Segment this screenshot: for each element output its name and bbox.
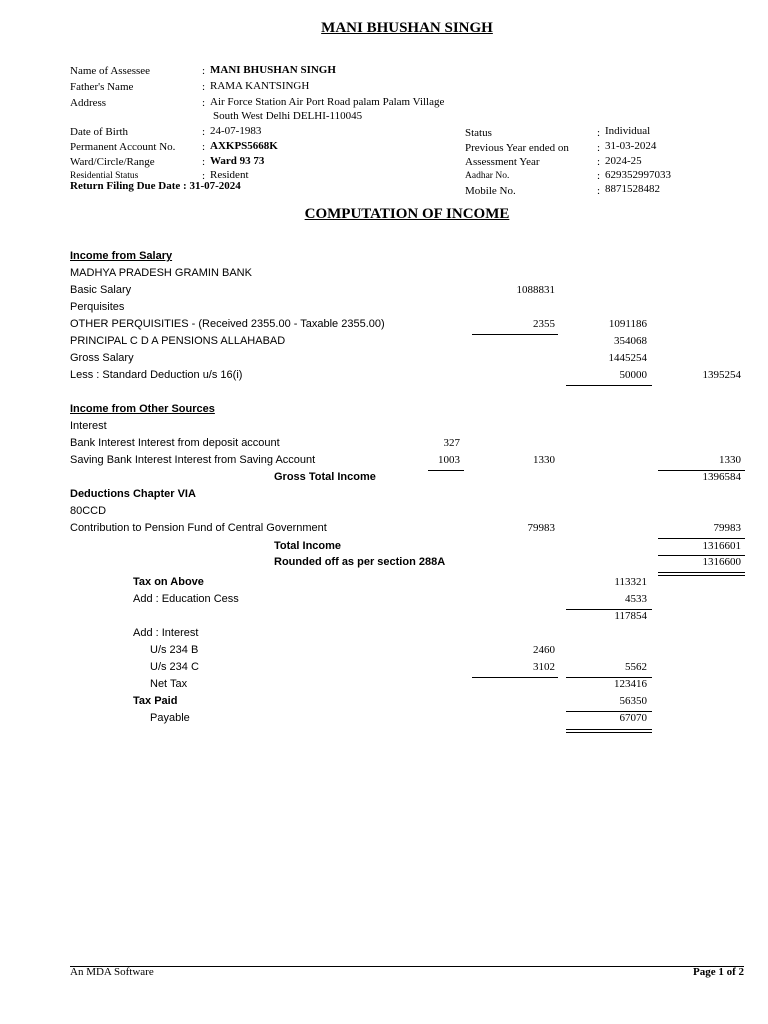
gross-total-income-value: 1396584 xyxy=(702,471,741,483)
gross-total-income-label: Gross Total Income xyxy=(274,471,376,483)
name-label: Name of Assessee xyxy=(70,65,151,77)
page-number: Page 1 of 2 xyxy=(692,966,744,978)
pan-value: AXKPS5668K xyxy=(210,140,278,152)
aadhar-label: Aadhar No. xyxy=(465,171,510,181)
address-label: Address xyxy=(70,97,107,109)
page-title: MANI BHUSHAN SINGH xyxy=(321,20,493,36)
gross-salary-label: Gross Salary xyxy=(70,352,134,364)
mobile-value: 8871528482 xyxy=(605,183,660,195)
pension-employer-label: PRINCIPAL C D A PENSIONS ALLAHABAD xyxy=(70,335,286,347)
dob-label: Date of Birth xyxy=(70,126,129,138)
interest-234b-value: 2460 xyxy=(533,644,555,656)
salary-heading: Income from Salary xyxy=(70,250,173,262)
interest-subtotal: 1330 xyxy=(533,454,555,466)
net-salary-value: 1395254 xyxy=(702,369,741,381)
due-date: Return Filing Due Date : 31-07-2024 xyxy=(70,180,241,192)
rule xyxy=(566,385,652,386)
payable-value: 67070 xyxy=(619,712,647,724)
dob-value: 24-07-1983 xyxy=(210,125,262,137)
address-line2: South West Delhi DELHI-110045 xyxy=(213,110,363,122)
other-perquisites-value: 2355 xyxy=(533,318,555,330)
other-sources-total: 1330 xyxy=(719,454,741,466)
colon: : xyxy=(597,170,601,182)
interest-234c-label: U/s 234 C xyxy=(150,661,199,673)
total-income-value: 1316601 xyxy=(702,540,741,552)
rounded-off-label: Rounded off as per section 288A xyxy=(274,556,446,568)
basic-salary-value: 1088831 xyxy=(516,284,555,296)
father-name: RAMA KANTSINGH xyxy=(210,80,310,92)
deduction-section: 80CCD xyxy=(70,505,107,517)
payable-label: Payable xyxy=(150,712,190,724)
pension-fund-value: 79983 xyxy=(527,522,555,534)
residential-label: Residential Status xyxy=(70,171,139,181)
interest-label: Interest xyxy=(70,420,107,432)
ward-value: Ward 93 73 xyxy=(210,155,265,167)
saving-interest-value: 1003 xyxy=(438,454,460,466)
total-income-label: Total Income xyxy=(274,540,342,552)
residential-value: Resident xyxy=(210,169,249,181)
colon: : xyxy=(597,127,601,139)
ward-label: Ward/Circle/Range xyxy=(70,156,155,168)
interest-234c-value: 3102 xyxy=(533,661,555,673)
perquisites-label: Perquisites xyxy=(70,301,125,313)
saving-interest-label: Saving Bank Interest Interest from Saving Account xyxy=(70,454,316,466)
interest-total: 5562 xyxy=(625,661,647,673)
education-cess-value: 4533 xyxy=(625,593,647,605)
colon: : xyxy=(597,185,601,197)
standard-deduction-value: 50000 xyxy=(619,369,647,381)
pan-label: Permanent Account No. xyxy=(70,141,176,153)
rule xyxy=(472,677,558,678)
colon: : xyxy=(202,141,206,153)
tax-on-above-label: Tax on Above xyxy=(133,576,204,588)
gross-salary-value: 1445254 xyxy=(608,352,647,364)
education-cess-label: Add : Education Cess xyxy=(133,593,239,605)
other-sources-heading: Income from Other Sources xyxy=(70,403,215,415)
add-interest-label: Add : Interest xyxy=(133,627,199,639)
colon: : xyxy=(202,170,206,182)
deductions-heading: Deductions Chapter VIA xyxy=(70,488,196,500)
aadhar-value: 629352997033 xyxy=(605,169,671,181)
footer-software: An MDA Software xyxy=(70,966,154,978)
colon: : xyxy=(597,142,601,154)
pension-fund-label: Contribution to Pension Fund of Central Government xyxy=(70,522,327,534)
bank-interest-value: 327 xyxy=(443,437,460,449)
assessment-year-label: Assessment Year xyxy=(465,156,540,168)
tax-paid-label: Tax Paid xyxy=(133,695,178,707)
status-value: Individual xyxy=(605,125,651,137)
tax-on-above-value: 113321 xyxy=(614,576,647,588)
tax-paid-value: 56350 xyxy=(619,695,647,707)
rule xyxy=(658,538,745,539)
rule xyxy=(472,334,558,335)
colon: : xyxy=(202,97,206,109)
deductions-total: 79983 xyxy=(713,522,741,534)
mobile-label: Mobile No. xyxy=(465,185,516,197)
colon: : xyxy=(202,156,206,168)
tax-subtotal: 117854 xyxy=(614,610,647,622)
salary-subtotal: 1091186 xyxy=(608,318,647,330)
net-tax-value: 123416 xyxy=(614,678,647,690)
rule xyxy=(428,470,464,471)
employer-name: MADHYA PRADESH GRAMIN BANK xyxy=(70,267,252,279)
basic-salary-label: Basic Salary xyxy=(70,284,132,296)
standard-deduction-label: Less : Standard Deduction u/s 16(i) xyxy=(70,369,243,381)
colon: : xyxy=(202,65,206,77)
other-perquisites-label: OTHER PERQUISITIES - (Received 2355.00 - Taxable 2355.00) xyxy=(70,318,385,330)
previous-year-label: Previous Year ended on xyxy=(465,142,569,154)
net-tax-label: Net Tax xyxy=(150,678,188,690)
assessment-year-value: 2024-25 xyxy=(605,155,642,167)
bank-interest-label: Bank Interest Interest from deposit account xyxy=(70,437,280,449)
colon: : xyxy=(202,81,206,93)
double-rule xyxy=(566,729,652,733)
address-line1: Air Force Station Air Port Road palam Palam Village xyxy=(210,96,445,108)
interest-234b-label: U/s 234 B xyxy=(150,644,199,656)
father-label: Father's Name xyxy=(70,81,134,93)
colon: : xyxy=(202,126,206,138)
double-rule xyxy=(658,572,745,576)
colon: : xyxy=(597,156,601,168)
previous-year-value: 31-03-2024 xyxy=(605,140,657,152)
pension-employer-value: 354068 xyxy=(614,335,647,347)
computation-title: COMPUTATION OF INCOME xyxy=(304,206,510,222)
rounded-off-value: 1316600 xyxy=(702,556,741,568)
status-label: Status xyxy=(465,127,492,139)
assessee-name: MANI BHUSHAN SINGH xyxy=(210,64,336,76)
